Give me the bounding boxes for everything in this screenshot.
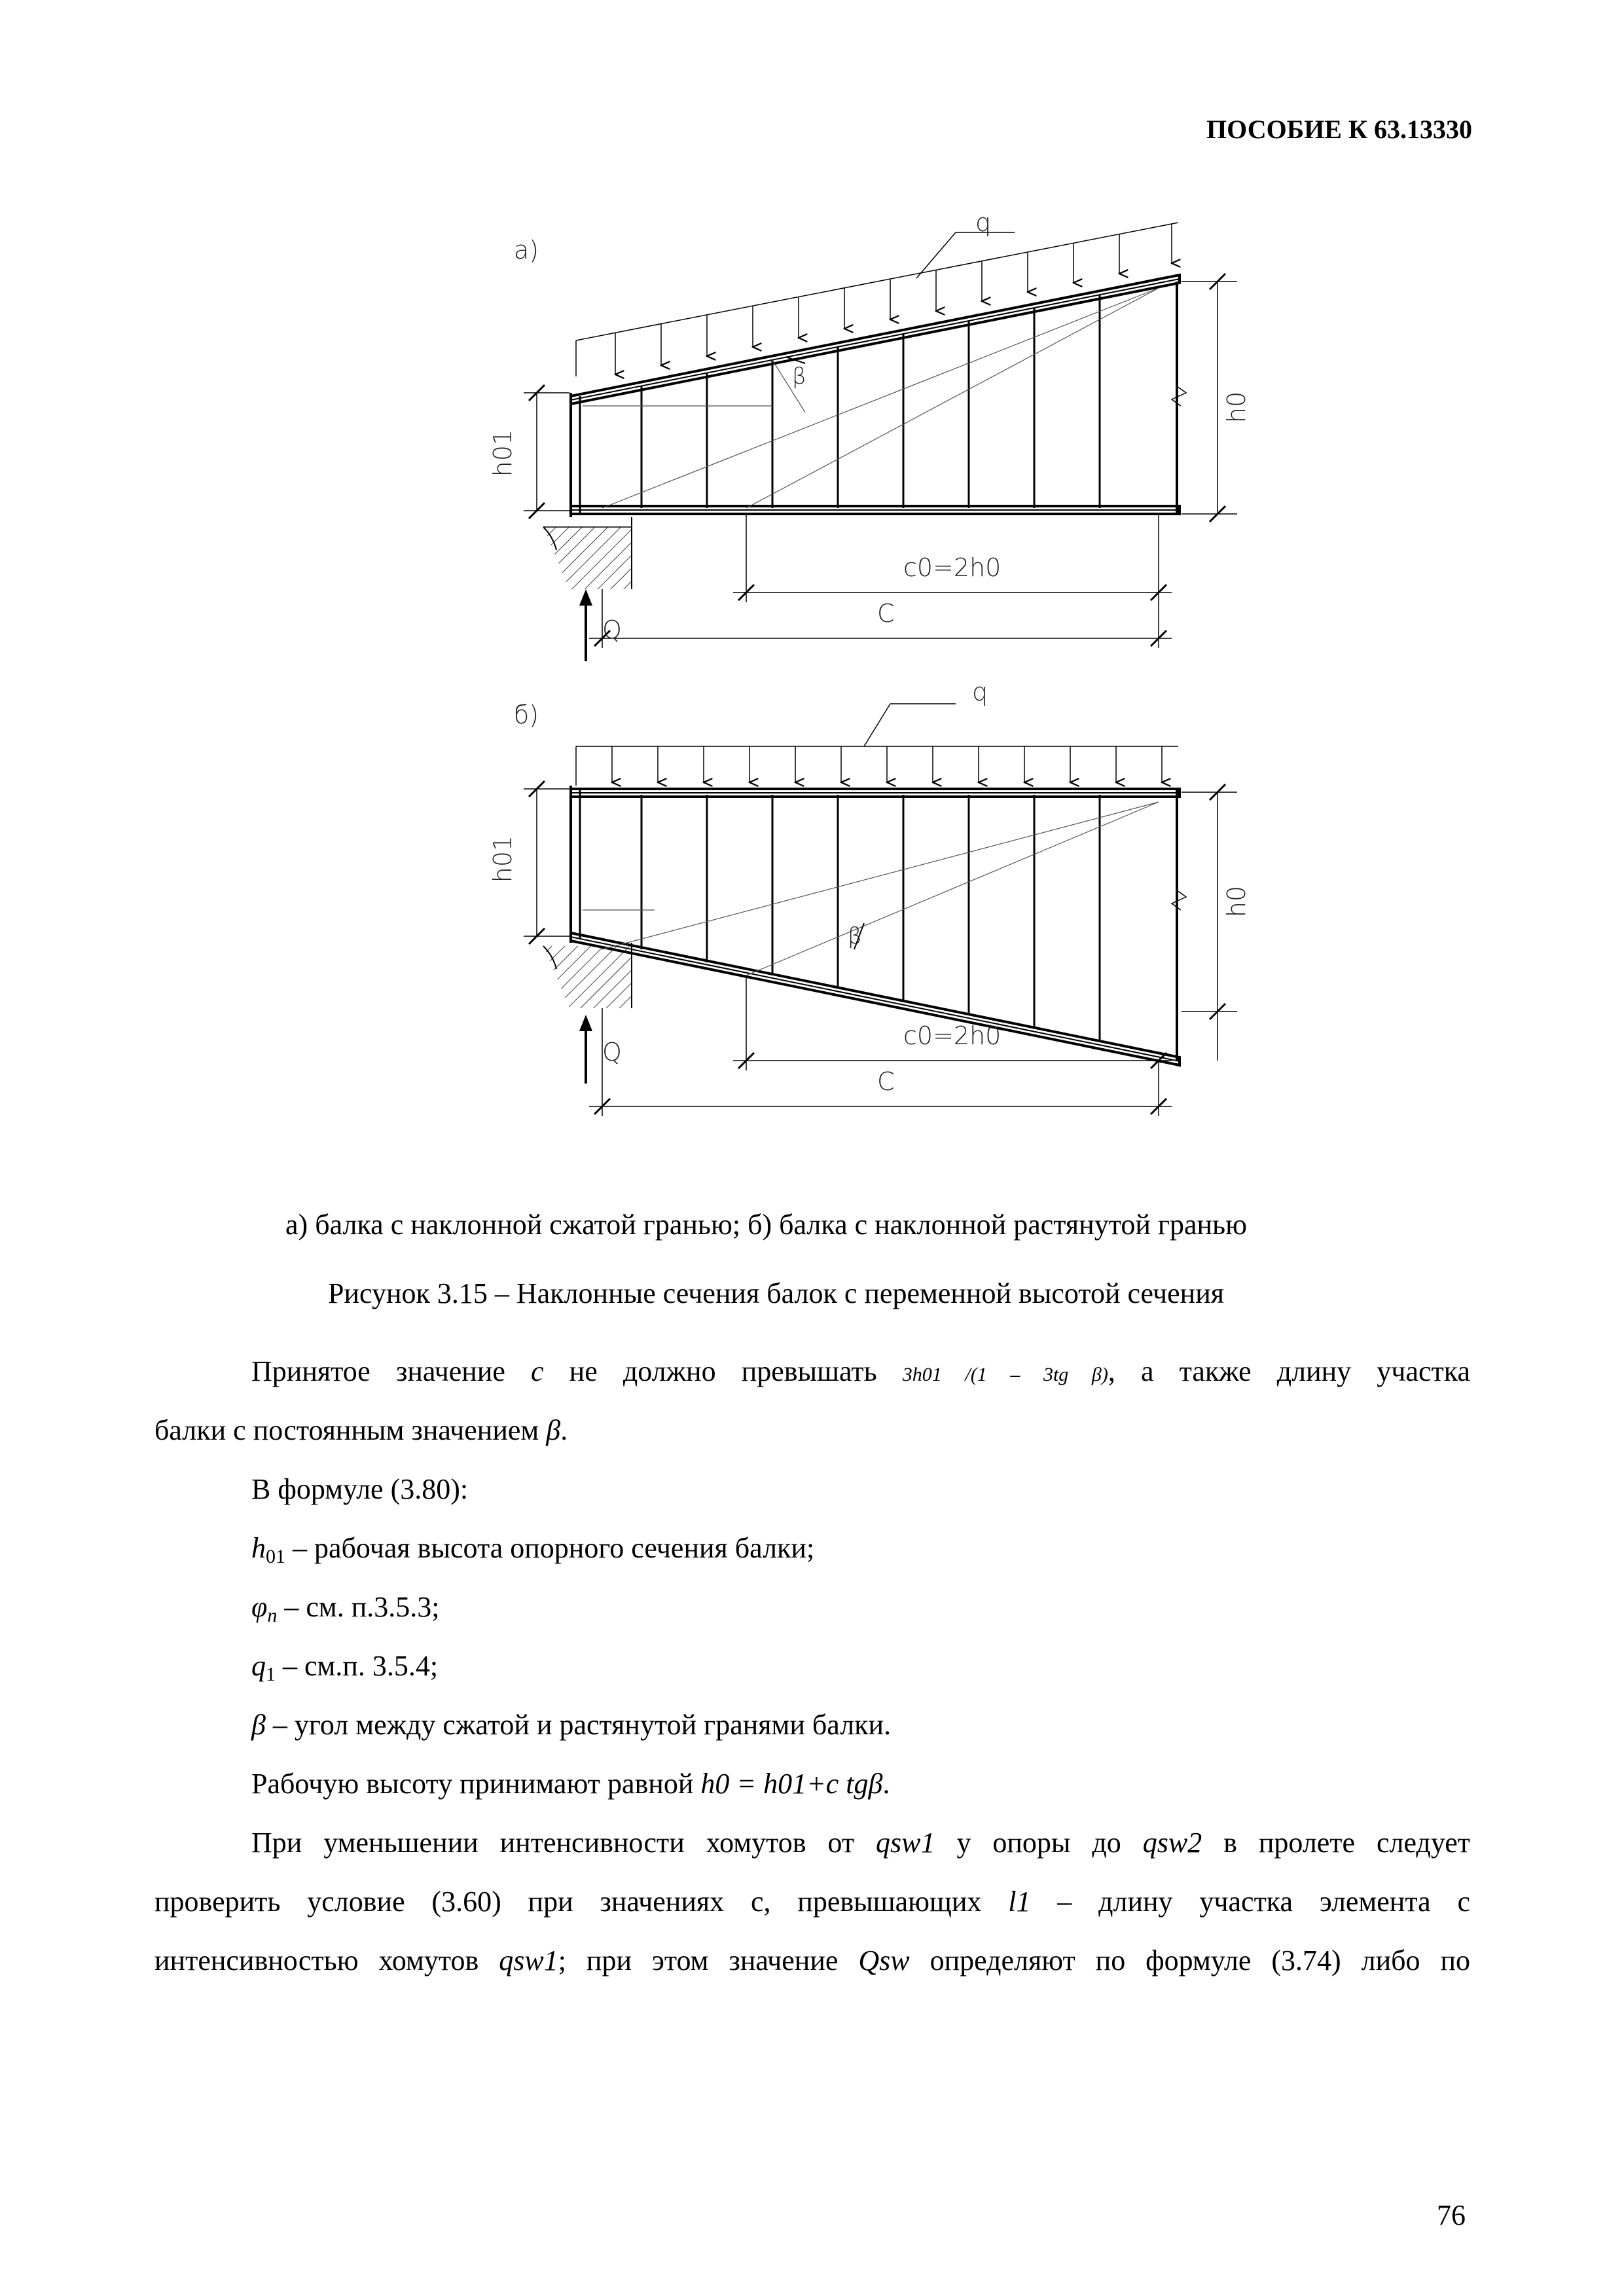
stirrups-a <box>641 295 1100 508</box>
paragraph-1-line-2: балки с постоянным значением β. <box>154 1414 568 1446</box>
stirrups-b <box>641 795 1100 1041</box>
formula-c-limit: 3h01 /(1 – 3tg β) <box>902 1364 1108 1385</box>
c-label-b: C <box>877 1067 895 1096</box>
load-arrows-b <box>612 746 1162 782</box>
angle-label-b: β <box>848 923 862 949</box>
load-label-b: q <box>972 678 988 706</box>
paragraph-1-line-1: Принятое значение c не должно превышать 3h01 /(1 – 3tg β), а также длину участка <box>251 1355 1470 1387</box>
c0-label-b: c0=2h0 <box>903 1021 1001 1050</box>
paragraph-2: В формуле (3.80): <box>251 1473 469 1505</box>
paragraph-4-line-3: интенсивностью хомутов qsw1; при этом значение Qsw определяют по формуле (3.74) либо по <box>154 1944 1471 1977</box>
definition-h01: $h_{01}$ – рабочая высота опорного сечения балки; <box>251 1532 815 1567</box>
definition-phi-n: $\varphi_n$ – см. п.3.5.3; <box>251 1591 440 1626</box>
c0-label-a: c0=2h0 <box>903 553 1001 582</box>
h01-label-a: h01 <box>488 429 518 477</box>
force-label-a: Q <box>602 615 622 644</box>
h0-label-a: h0 <box>1222 391 1252 424</box>
paragraph-4-line-2: проверить условие (3.60) при значениях с, превышающих l1 – длину участка элемента с <box>154 1886 1470 1918</box>
page-number: 76 <box>1437 2199 1466 2231</box>
load-label-a: q <box>975 208 992 237</box>
beam-a <box>524 223 1237 661</box>
paragraph-4-line-1: При уменьшении интенсивности хомутов от qsw1 у опоры до qsw2 в пролете следует <box>251 1827 1470 1859</box>
panel-label-b: б) <box>514 701 539 729</box>
h01-label-b: h01 <box>488 835 518 883</box>
document-header: ПОСОБИЕ К 63.13330 <box>1206 115 1472 144</box>
definition-beta: β – угол между сжатой и растянутой гранями балки. <box>251 1709 892 1741</box>
force-label-b: Q <box>602 1038 622 1066</box>
subfigure-caption: а) балка с наклонной сжатой гранью; б) балка с наклонной растянутой гранью <box>285 1209 1247 1241</box>
panel-label-a: а) <box>514 236 539 264</box>
beam-diagrams <box>497 196 1283 1165</box>
h0-label-b: h0 <box>1222 885 1252 918</box>
paragraph-3: Рабочую высоту принимают равной h0 = h01+c tgβ. <box>251 1768 890 1800</box>
figure-3-15 <box>488 196 1283 1165</box>
load-arrows-a <box>615 224 1172 374</box>
figure-caption: Рисунок 3.15 – Наклонные сечения балок с переменной высотой сечения <box>328 1277 1224 1309</box>
c-label-a: C <box>877 599 895 628</box>
formula-h0: h0 = h01+c tgβ <box>700 1768 883 1800</box>
definition-q1: $q_1 - см.п$. 3.5.4; <box>251 1650 439 1685</box>
beam-b <box>524 704 1237 1116</box>
body-text <box>154 1342 1470 1990</box>
angle-label-a: β <box>792 363 806 390</box>
